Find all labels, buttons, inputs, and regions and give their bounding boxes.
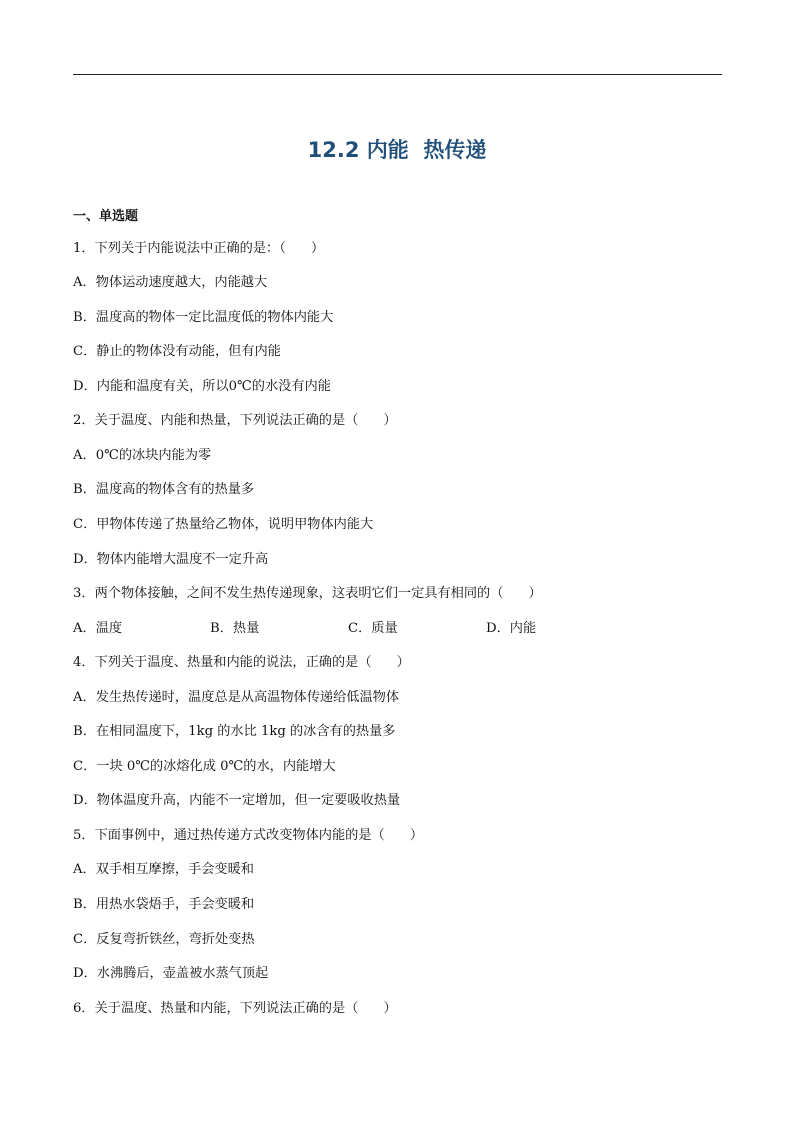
question-2-stem: 2．关于温度、内能和热量，下列说法正确的是（ ） bbox=[73, 413, 397, 428]
question-2-option-d: D．物体内能增大温度不一定升高 bbox=[73, 552, 269, 567]
question-1-option-c: C．静止的物体没有动能，但有内能 bbox=[73, 344, 281, 359]
question-1-option-b: B．温度高的物体一定比温度低的物体内能大 bbox=[73, 310, 334, 325]
section-heading: 一、单选题 bbox=[73, 209, 139, 224]
question-3-option-b: B．热量 bbox=[210, 621, 260, 636]
question-5-option-d: D．水沸腾后，壶盖被水蒸气顶起 bbox=[73, 966, 269, 981]
question-1-option-a: A．物体运动速度越大，内能越大 bbox=[73, 275, 268, 290]
question-5-option-c: C．反复弯折铁丝，弯折处变热 bbox=[73, 932, 255, 947]
question-3-option-a: A．温度 bbox=[73, 621, 123, 636]
question-4-option-b: B．在相同温度下，1kg 的水比 1kg 的冰含有的热量多 bbox=[73, 724, 396, 739]
question-1-option-d: D．内能和温度有关，所以0℃的水没有内能 bbox=[73, 379, 331, 394]
question-2-option-c: C．甲物体传递了热量给乙物体，说明甲物体内能大 bbox=[73, 517, 374, 532]
question-5-option-b: B．用热水袋焐手，手会变暖和 bbox=[73, 897, 255, 912]
question-5-stem: 5．下面事例中，通过热传递方式改变物体内能的是（ ） bbox=[73, 828, 424, 843]
question-4-option-a: A．发生热传递时，温度总是从高温物体传递给低温物体 bbox=[73, 690, 400, 705]
question-6-stem: 6．关于温度、热量和内能，下列说法正确的是（ ） bbox=[73, 1001, 397, 1016]
question-2-option-a: A．0℃的冰块内能为零 bbox=[73, 448, 212, 463]
question-4-option-d: D．物体温度升高，内能不一定增加，但一定要吸收热量 bbox=[73, 793, 401, 808]
question-4-stem: 4．下列关于温度、热量和内能的说法，正确的是（ ） bbox=[73, 655, 410, 670]
question-2-option-b: B．温度高的物体含有的热量多 bbox=[73, 482, 255, 497]
question-3-stem: 3．两个物体接触，之间不发生热传递现象，这表明它们一定具有相同的（ ） bbox=[73, 586, 542, 601]
question-1-stem: 1．下列关于内能说法中正确的是：（ ） bbox=[73, 241, 325, 256]
question-5-option-a: A．双手相互摩擦，手会变暖和 bbox=[73, 862, 254, 877]
header-rule bbox=[73, 74, 722, 75]
question-4-option-c: C．一块 0℃的冰熔化成 0℃的水，内能增大 bbox=[73, 759, 336, 774]
question-3-option-c: C．质量 bbox=[348, 621, 398, 636]
page-title: 12.2 内能 热传递 bbox=[307, 138, 487, 162]
question-3-option-d: D．内能 bbox=[486, 621, 537, 636]
